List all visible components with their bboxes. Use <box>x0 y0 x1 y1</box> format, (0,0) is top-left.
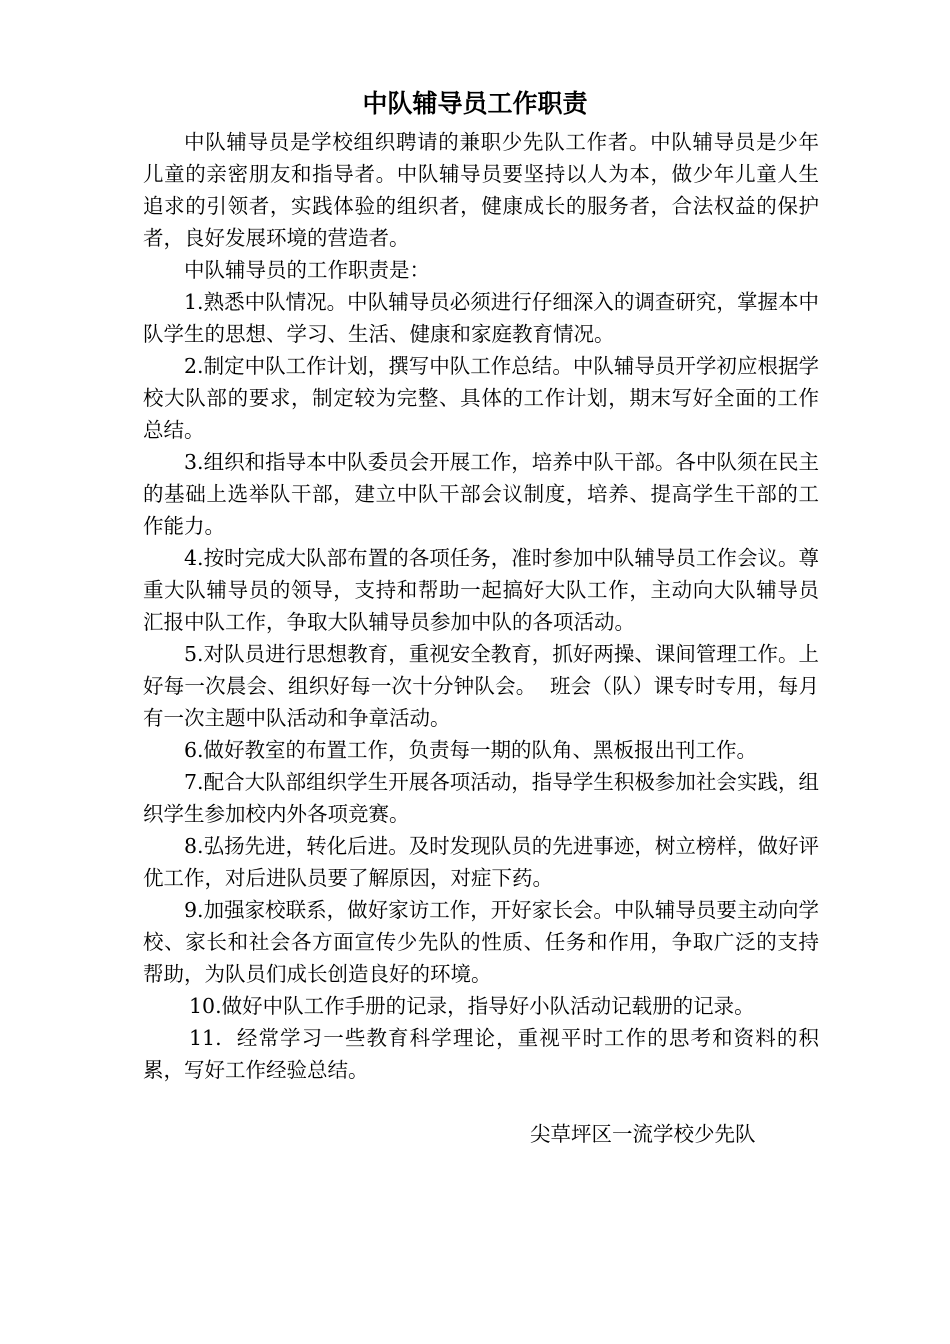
duty-item-9: 9.加强家校联系，做好家访工作，开好家长会。中队辅导员要主动向学校、家长和社会各方面宣传少先队的性质、任务和作用，争取广泛的支持帮助，为队员们成长创造良好的环境。 <box>143 898 819 986</box>
duty-item-10: 10.做好中队工作手册的记录，指导好小队活动记载册的记录。 <box>189 994 755 1018</box>
duties-heading: 中队辅导员的工作职责是： <box>184 258 430 282</box>
intro-paragraph: 中队辅导员是学校组织聘请的兼职少先队工作者。中队辅导员是少年儿童的亲密朋友和指导者。中队辅导员要坚持以人为本，做少年儿童人生追求的引领者，实践体验的组织者，健康成长的服务者，合法权益的保护者，良好发展环境的营造者。 <box>143 130 819 250</box>
signature: 尖草坪区一流学校少先队 <box>530 1122 756 1146</box>
duty-item-5: 5.对队员进行思想教育，重视安全教育，抓好两操、课间管理工作。上好每一次晨会、组织好每一次十分钟队会。 班会（队）课专时专用，每月有一次主题中队活动和争章活动。 <box>143 642 819 730</box>
duty-item-8: 8.弘扬先进，转化后进。及时发现队员的先进事迹，树立榜样，做好评优工作，对后进队员要了解原因，对症下药。 <box>143 834 819 890</box>
duty-item-3: 3.组织和指导本中队委员会开展工作，培养中队干部。各中队须在民主的基础上选举队干部，建立中队干部会议制度，培养、提高学生干部的工作能力。 <box>143 450 819 538</box>
duty-item-1: 1.熟悉中队情况。中队辅导员必须进行仔细深入的调查研究，掌握本中队学生的思想、学习、生活、健康和家庭教育情况。 <box>143 290 819 346</box>
duty-item-6: 6.做好教室的布置工作，负责每一期的队角、黑板报出刊工作。 <box>184 738 758 762</box>
document-body <box>143 126 819 1086</box>
duty-item-11: 11. 经常学习一些教育科学理论，重视平时工作的思考和资料的积累，写好工作经验总结。 <box>143 1026 819 1082</box>
duty-item-4: 4.按时完成大队部布置的各项任务，准时参加中队辅导员工作会议。尊重大队辅导员的领导，支持和帮助一起搞好大队工作，主动向大队辅导员汇报中队工作，争取大队辅导员参加中队的各项活动。 <box>143 546 819 634</box>
document-title: 中队辅导员工作职责 <box>362 89 588 118</box>
duty-item-7: 7.配合大队部组织学生开展各项活动，指导学生积极参加社会实践，组织学生参加校内外各项竞赛。 <box>143 770 819 826</box>
duty-item-2: 2.制定中队工作计划，撰写中队工作总结。中队辅导员开学初应根据学校大队部的要求，制定较为完整、具体的工作计划，期末写好全面的工作总结。 <box>143 354 819 442</box>
